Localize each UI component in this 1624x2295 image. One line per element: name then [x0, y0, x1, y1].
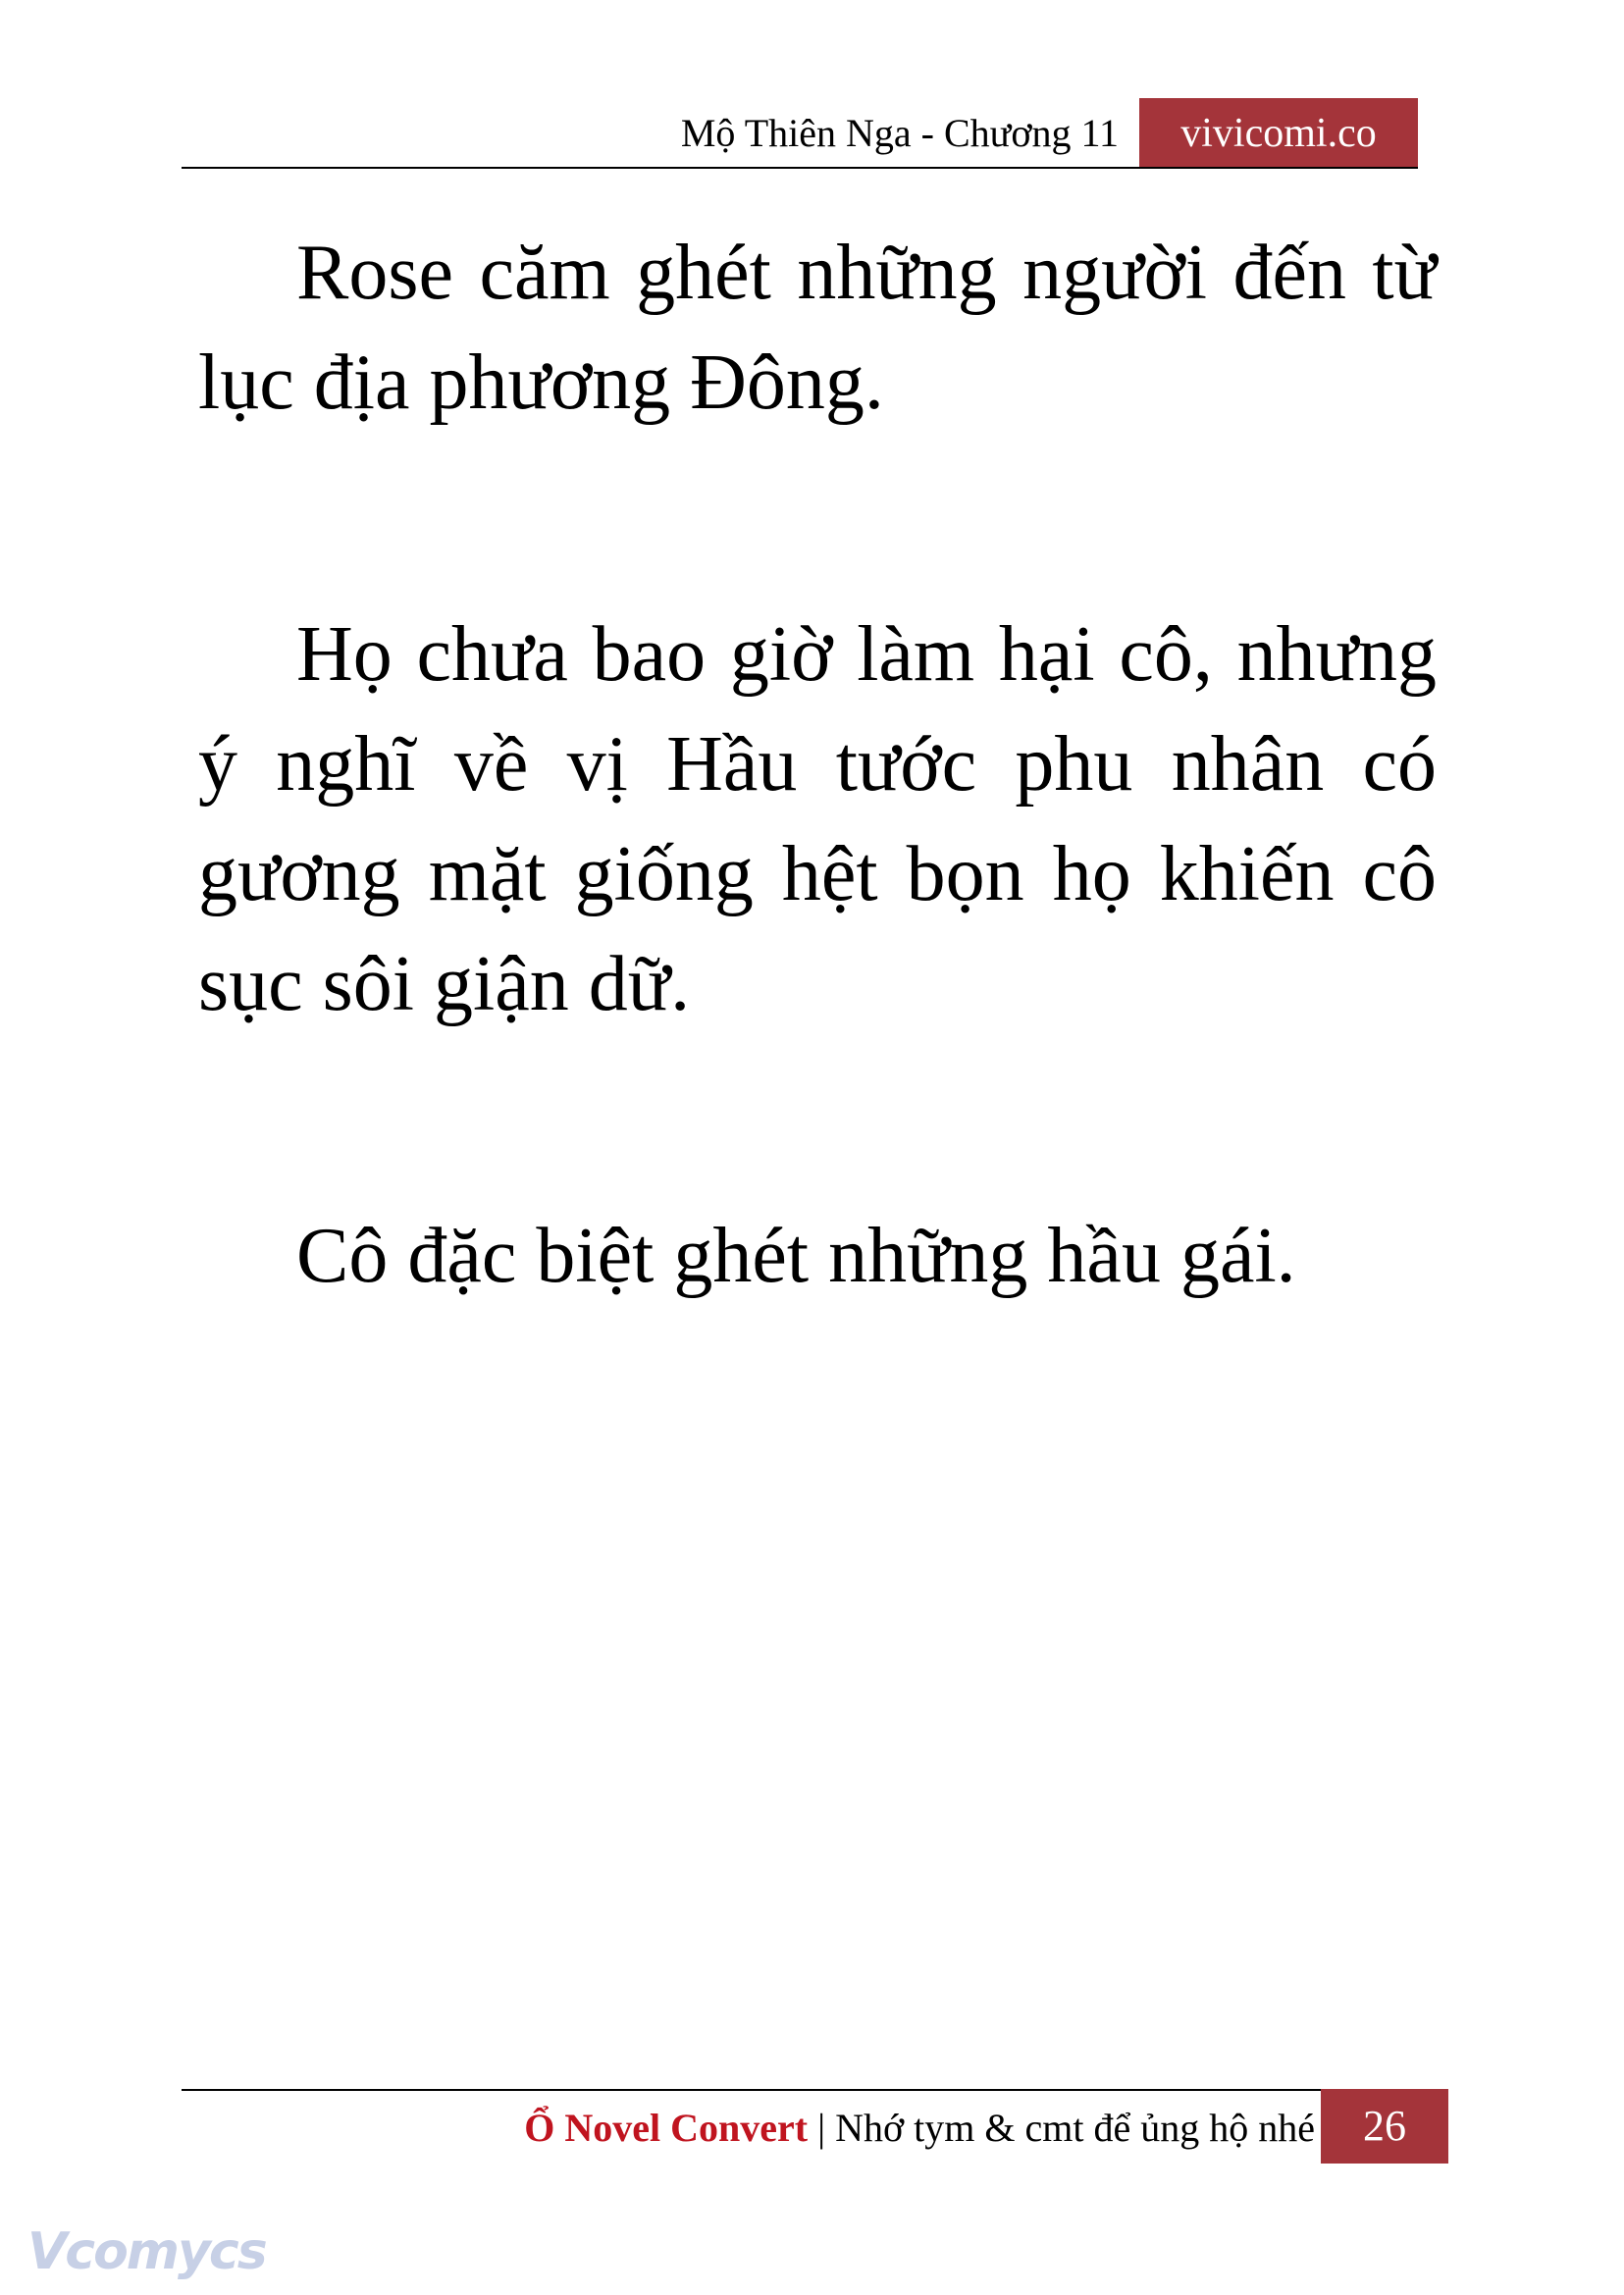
header-divider	[182, 167, 1418, 169]
footer-credit	[524, 2103, 1315, 2154]
footer-brand: Ổ Novel Convert	[524, 2106, 809, 2150]
site-badge: vivicomi.co	[1139, 98, 1418, 169]
page-footer	[182, 2089, 1448, 2164]
footer-separator: |	[808, 2106, 836, 2150]
footer-message: Nhớ tym & cmt để ủng hộ nhé	[835, 2106, 1315, 2150]
chapter-text	[198, 218, 1437, 1311]
footer-divider	[182, 2089, 1448, 2091]
chapter-title: Mộ Thiên Nga - Chương 11	[680, 111, 1119, 155]
watermark-logo: Vcomycs	[27, 2222, 266, 2281]
page-number: 26	[1321, 2089, 1448, 2164]
paragraph-3: Cô đặc biệt ghét những hầu gái.	[296, 1213, 1296, 1299]
paragraph-1: Rose căm ghét những người đến từ lục địa phương Đông.	[198, 230, 1437, 426]
page-header	[182, 98, 1418, 169]
paragraph-2: Họ chưa bao giờ làm hại cô, nhưng ý nghĩ về vị Hầu tước phu nhân có gương mặt giống hệt bọn họ khiến cô sục sôi giận dữ.	[198, 611, 1437, 1027]
